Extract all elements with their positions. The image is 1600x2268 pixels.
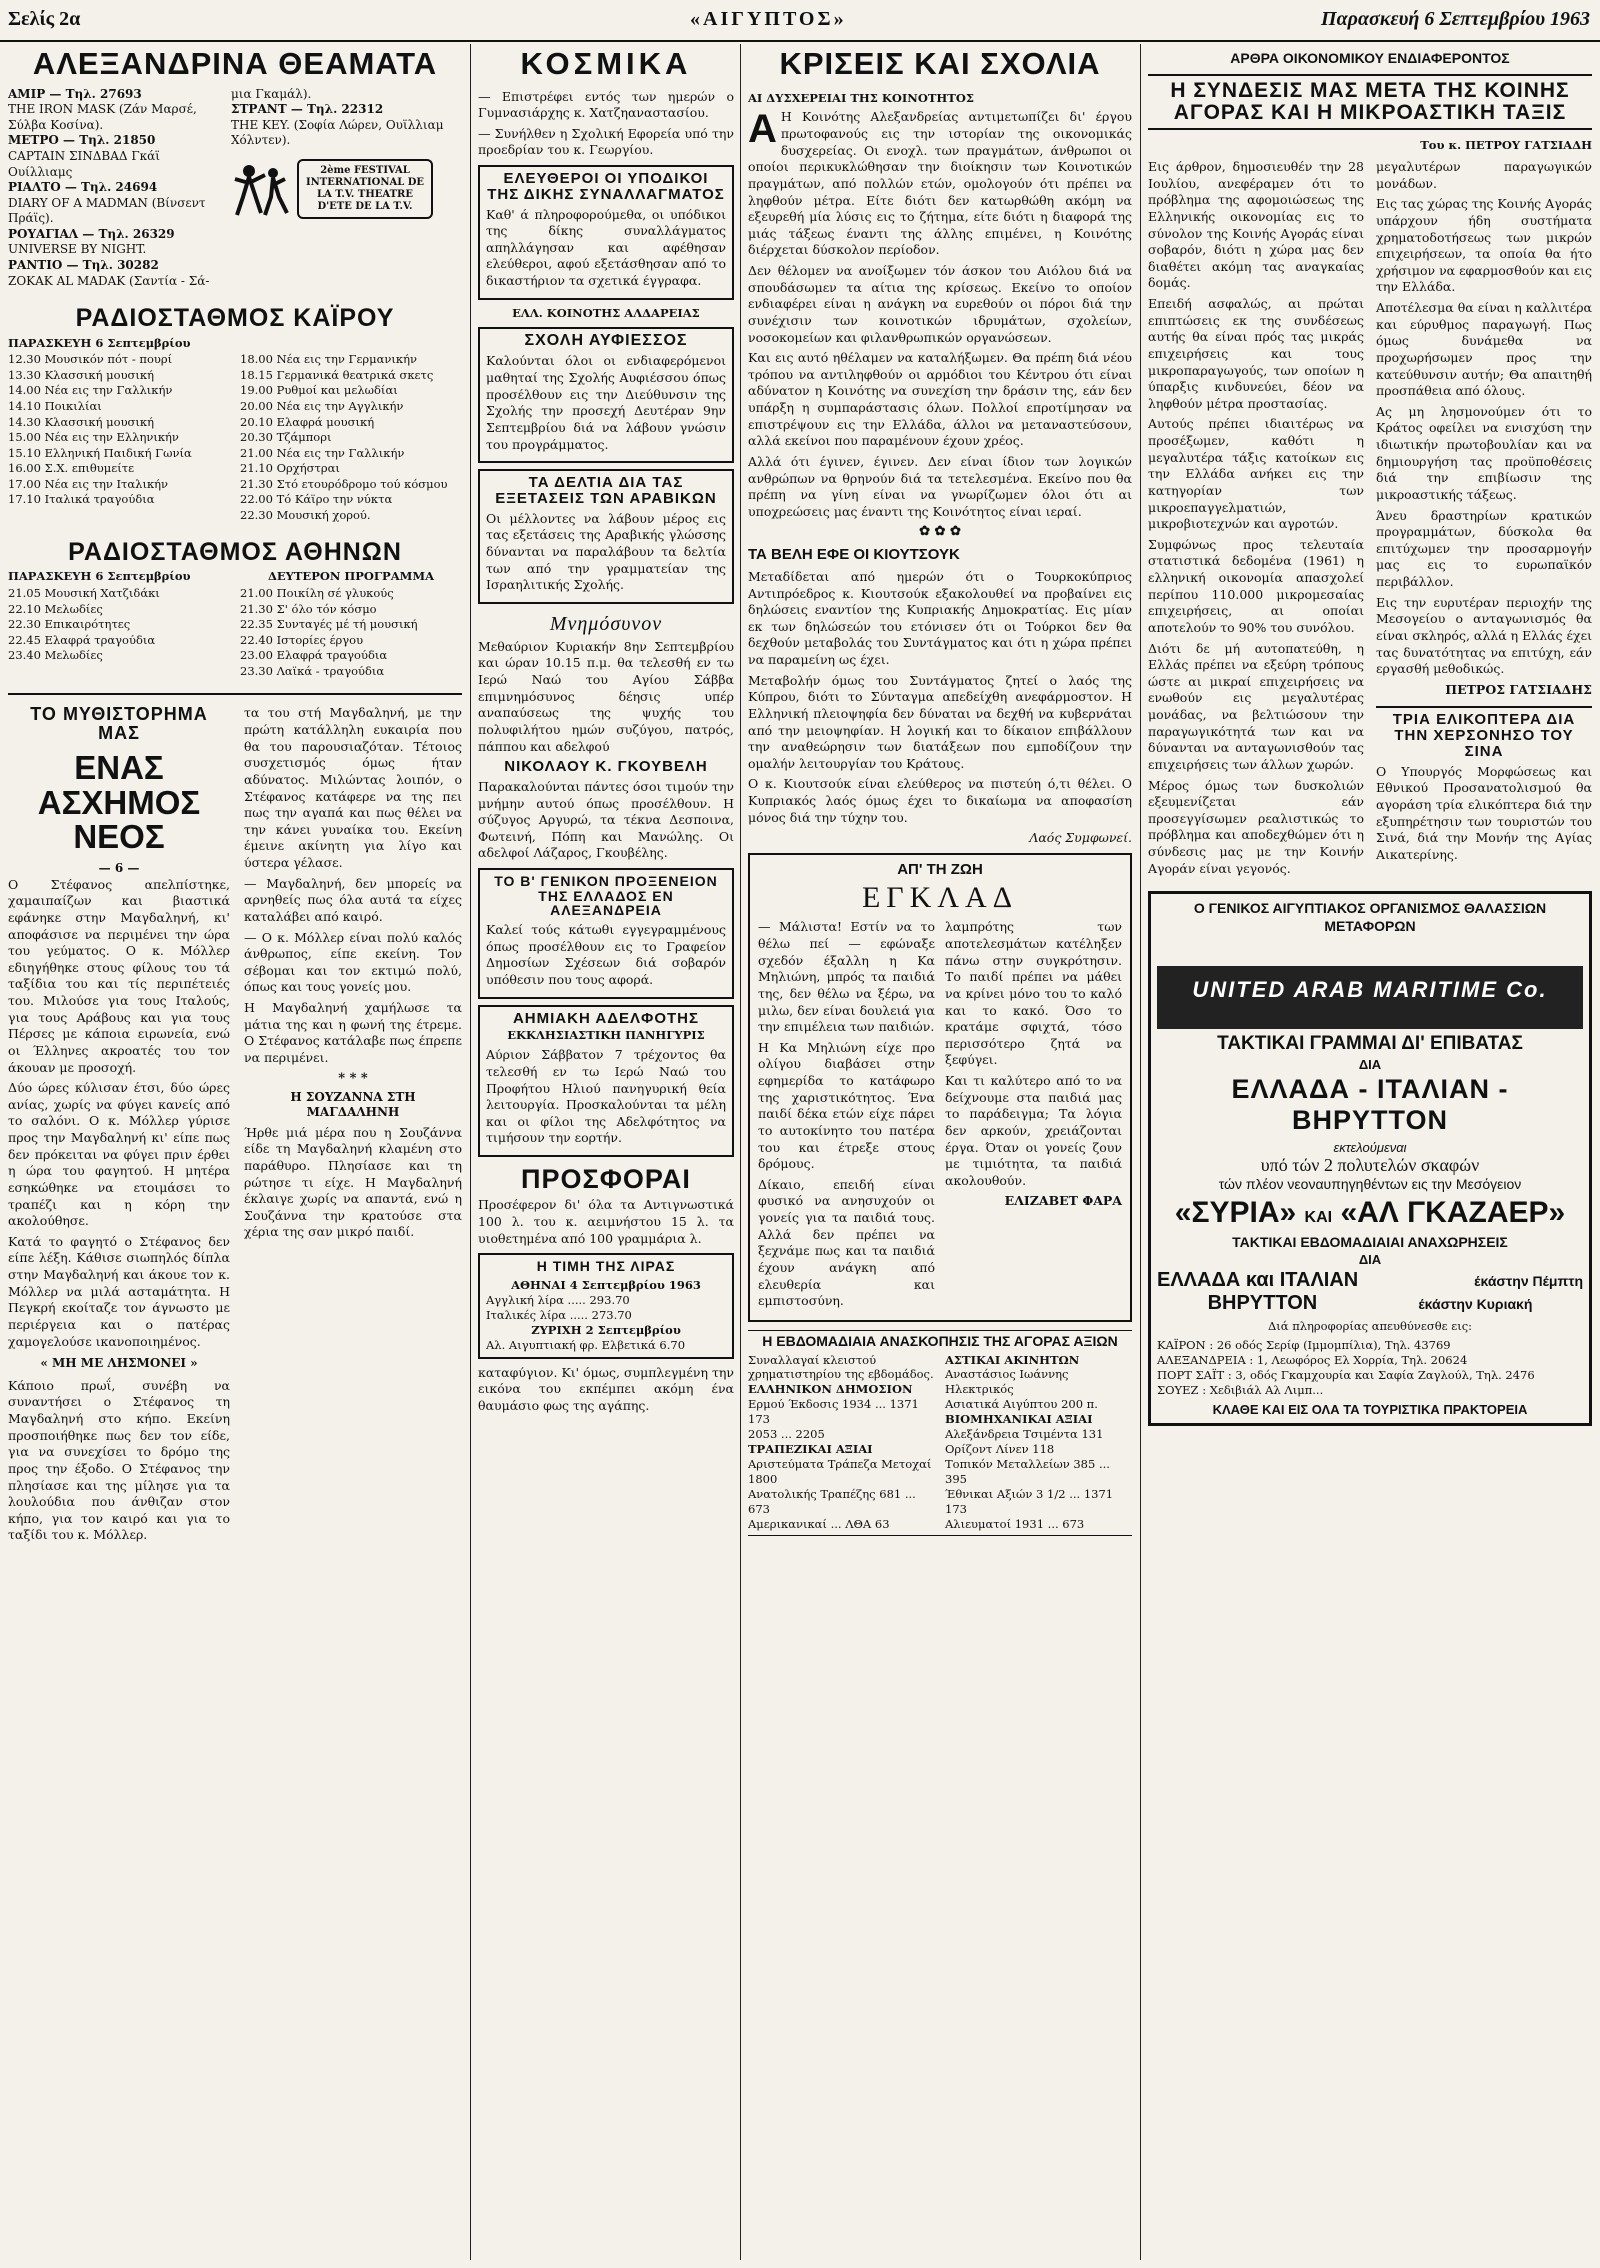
notice-box xyxy=(478,1005,734,1157)
schedule-item: 14.00 Νέα εις την Γαλλικήν xyxy=(8,383,173,398)
issue-date: Παρασκευή 6 Σεπτεμβρίου 1963 xyxy=(1321,8,1590,30)
market-review-heading: Η ΕΒΔΟΜΑΔΙΑΙΑ ΑΝΑΣΚΟΠΗΣΙΣ ΤΗΣ ΑΓΟΡΑΣ ΑΞΙΩΝ xyxy=(762,1332,1118,1349)
market-line: ΤΡΑΠΕΖΙΚΑΙ ΑΞΙΑΙ xyxy=(748,1442,873,1457)
society-heading: ΚΟΣΜΙΚΑ xyxy=(520,46,692,81)
radio-athens-heading: ΡΑΔΙΟΣΤΑΘΜΟΣ ΑΘΗΝΩΝ xyxy=(68,538,402,567)
life-paragraph: Και τι καλύτερο από το να δείχνουμε στα παιδιά μας το παράδειγμα; Τα λόγια δεν αρκούν, χρειάζονται έργα. Όταν οι γονείς ζουν με τιμιότητα, τα παιδιά ακολουθούν. xyxy=(945,1073,1122,1188)
economy-column xyxy=(1148,44,1592,2260)
pound-rate-row: Αγγλική λίρα ..... 293.70 xyxy=(486,1292,630,1307)
schedule-item: 22.10 Μελωδίες xyxy=(8,601,103,616)
schedule-item: 17.00 Νέα εις την Ιταλικήν xyxy=(8,476,169,491)
novel-subheading: Η ΣΟΥΖΑΝΝΑ ΣΤΗ ΜΑΓΔΑΛΗΝΗ xyxy=(290,1089,416,1120)
advert-line: εκτελούμεναι xyxy=(1333,1140,1407,1156)
notice-kicker: ΕΛΛ. ΚΟΙΝΟΤΗΣ ΑΛΔΑΡΕΙΑΣ xyxy=(512,305,700,320)
article-paragraph: Εις τας χώρας της Κοινής Αγοράς υπάρχουν ήδη συστήματα χρηματοδοτήσεως των μικρών επιχειρήσεων, τα οποία θα ήτο χρήσιμον να εφαρμοσθούν και εις την Ελλάδα. xyxy=(1376,196,1592,295)
commentary-heading: ΚΡΙΣΕΙΣ ΚΑΙ ΣΧΟΛΙΑ xyxy=(779,46,1101,81)
ship-name: «ΑΛ ΓΚΑΖΑΕΡ» xyxy=(1340,1196,1566,1230)
article-paragraph: Αποτέλεσμα θα είναι η καλλιτέρα και εύρυθμος παραγωγή. Πως όμως δυνάμεθα να προχωρήσωμεν προς την κατεύθυνσιν αυτήν; Θα απαιτηθή προσπάθεια από όλους. xyxy=(1376,300,1592,399)
cinema-entry: UNIVERSE BY NIGHT. xyxy=(8,242,147,257)
article-paragraph: μεγαλυτέρων παραγωγικών μονάδων. xyxy=(1376,159,1592,191)
advert-info: Διά πληροφορίας απευθύνεσθε εις: xyxy=(1267,1319,1473,1334)
market-line: Ανατολικής Τραπέζης 681 ... 673 xyxy=(748,1486,916,1516)
commentary-paragraph: Δεν θέλομεν να ανοίξωμεν τόν άσκον του Αιόλου διά να σπουδάσωμεν τα αίτια της κρίσεως. Εκείνο το οποίον ενδιαφέρει είναι η ανάγκη να ευρεθούν οι πόροι διά την συνέχισιν των κοινοτικών ιδρυμάτων, σχολείων, νοσοκομείων και φιλανθρωπικών οργανώσεων. xyxy=(748,263,1132,345)
section-stars: * * * xyxy=(338,1070,368,1086)
advert-ships xyxy=(1157,1196,1583,1230)
continued-text: καταφύγιον. Κι' όμως, συμπλεγμένη την εικόνα του εκπέμπει ακόμη ένα θαυμάσιο φως της αγάπης. xyxy=(478,1364,734,1413)
commentary-paragraph: Αλλά ότι έγινεν, έγινεν. Δεν είναι ίδιον των λογικών ανθρώπων να θρηνούν διά τα τετελεσμένα. Εκείνο που θα πρέπη να γίνη είναι να γνωρίζωμεν όλοι ότι αι υποχρεώσεις μας έναντι της Κοινότητος είναι ιεραί. xyxy=(748,453,1132,519)
notice-title: ΑΗΜΙΑΚΗ ΑΔΕΛΦΟΤΗΣ xyxy=(512,1009,700,1027)
cinema-entry: ΡΟΥΑΓΙΑΛ — Τηλ. 26329 xyxy=(8,226,175,241)
schedule-item: 22.00 Τό Κάϊρο την νύκτα xyxy=(240,492,393,507)
pound-rate-row: Ιταλικές λίρα ..... 273.70 xyxy=(486,1307,632,1322)
helicopters-heading: ΤΡΙΑ ΕΛΙΚΟΠΤΕΡΑ ΔΙΑ ΤΗΝ ΧΕΡΣΟΝΗΣΟ ΤΟΥ ΣΙΝΑ xyxy=(1376,706,1592,759)
market-line: Ορίζοντ Λίνεν 118 xyxy=(945,1442,1055,1457)
schedule-item: 17.10 Ιταλικά τραγούδια xyxy=(8,492,155,507)
shipping-advert xyxy=(1148,891,1592,1426)
ship-illustration xyxy=(1157,939,1583,1029)
cinema-entry: μια Γκαμάλ). xyxy=(231,86,312,101)
novel-paragraph: Ήρθε μιά μέρα που η Σουζάννα είδε τη Μαγδαληνή κλαμένη στο παράθυρο. Πλησίασε και τη ρώτησε τι είχε. Η Μαγδαληνή έκλαιγε χωρίς να απαντά, ενώ η Σουζάννα την κρατούσε στα χέρια της σαν μικρό παιδί. xyxy=(244,1124,462,1240)
advert-route: ΕΛΛΑΔΑ και ΙΤΑΛΙΑΝ xyxy=(1157,1269,1359,1292)
economy-article-right xyxy=(1376,159,1592,881)
advert-schedule-row xyxy=(1157,1292,1583,1315)
market-line: ΑΣΤΙΚΑΙ ΑΚΙΝΗΤΩΝ xyxy=(945,1352,1080,1367)
novel-kicker: ΤΟ ΜΥΘΙΣΤΟΡΗΜΑ ΜΑΣ xyxy=(30,704,208,744)
market-line: Αμερικανικαί ... ΛΘΑ 63 xyxy=(748,1516,890,1531)
article-signature: ΠΕΤΡΟΣ ΓΑΤΣΙΑΔΗΣ xyxy=(1445,681,1592,697)
market-line: Αλεξάνδρεια Τσιμέντα 131 xyxy=(945,1427,1104,1442)
schedule-item: 14.10 Ποικιλίαι xyxy=(8,399,102,413)
schedule-item: 23.40 Μελωδίες xyxy=(8,648,103,663)
notice-text: Αύριον Σάββατον 7 τρέχοντος θα τελεσθή εν τω Ιερώ Ναώ του Προφήτου Ηλιού πανηγυρική θεία λειτουργία. Προσκαλούνται τα μέλη και οι φίλοι της Αδελφότητος να τιμήσουν την εορτήν. xyxy=(486,1047,726,1146)
notice-title: ΕΛΕΥΘΕΡΟΙ ΟΙ ΥΠΟΔΙΚΟΙ ΤΗΣ ΔΙΚΗΣ ΣΥΝΑΛΛΑΓΜΑΤΟΣ xyxy=(487,170,725,203)
schedule-item: 20.10 Ελαφρά μουσική xyxy=(240,414,375,429)
notice-box xyxy=(478,165,734,300)
novel-paragraph: Δύο ώρες κύλισαν έτσι, δύο ώρες ανίας, χωρίς να φύγει κανείς από το σαλόνι. Ο κ. Μόλλερ γύρισε προς την Μαγδαληνή κι' είπε πως δεν πρόκειται να φύγει πριν έρθει η ώρα του φαγητού. Η μητέρα εσηκώθηκε να ετοιμάσει το τραπέζι και η κόρη την ακολούθησε. xyxy=(8,1080,230,1229)
memorial-text: Μεθαύριον Κυριακήν 8ην Σεπτεμβρίου και ώραν 10.15 π.μ. θα τελεσθή εν τω Ιερώ Ναώ του Αγίου Σάββα επιμνημόσυνος δέησις υπέρ αναπαύσεως της ψυχής του πολυφιλήτου ημών συζύγου, πατρός, πάππου και αδελφού xyxy=(478,638,734,754)
drop-cap: Α xyxy=(748,107,777,152)
schedule-item: 21.30 Σ' όλο τόν κόσμο xyxy=(240,601,377,616)
column-rule xyxy=(740,44,741,2260)
radio-cairo-heading: ΡΑΔΙΟΣΤΑΘΜΟΣ ΚΑΪΡΟΥ xyxy=(75,304,395,333)
advert-contact: ΑΛΕΞΑΝΔΡΕΙΑ : 1, Λεωφόρος Ελ Χορρία, Τηλ. 20624 xyxy=(1157,1353,1468,1368)
festival-badge: 2ème FESTIVAL INTERNATIONAL DE LA T.V. THEATRE D'ETE DE LA T.V. xyxy=(297,159,433,219)
novel-paragraph: — Μαγδαληνή, δεν μπορείς να αρνηθείς πως όλα αυτά τα είχες καταλάβει από καιρό. xyxy=(244,875,462,924)
advert-line: υπό τών 2 πολυτελών σκαφών xyxy=(1260,1155,1480,1176)
article-paragraph: Αυτούς πρέπει ιδιαιτέρως να προσέξωμεν, καθότι η μεγαλυτέρα τάξις κατοίκων εις την Ελλάδα ανήκει εις την κατηγορίαν των μικροεπαγγελματιών, μικροβιοτεχνών και αγροτών. xyxy=(1148,416,1364,532)
life-signature: ΕΛΙΖΑΒΕΤ ΦΑΡΑ xyxy=(1004,1193,1122,1209)
economy-article-left xyxy=(1148,159,1364,881)
society-item: — Επιστρέφει εντός των ημερών ο Γυμνασιάρχης κ. Χατζηαναστασίου. xyxy=(478,88,734,121)
article-paragraph: Ας μη λησμονούμεν ότι το Κράτος οφείλει να ενισχύση την ιδιωτικήν πρωτοβουλίαν και να δημιουργήση τας προϋποθέσεις διά την επιβίωσιν της μικροαστικής τάξεως. xyxy=(1376,403,1592,502)
article-paragraph: Συμφώνως προς τελευταία στατιστικά δεδομένα (1961) η ελληνική οικονομία απασχολεί περίπου 110.000 μικρομεσαίας επιχειρήσεις, αι οποίαι αποτελούν το 90% του συνόλου. xyxy=(1148,536,1364,635)
commentary-column xyxy=(748,44,1132,2260)
article-paragraph: Διότι δε μή αυτοπατεύθη, η Ελλάς πρέπει να εξεύρη τρόπους ώστε αι μικραί επιχειρήσεις να ενωθούν εις μεγαλυτέρας μονάδας, να βελτιώσουν την παραγωγικότητά των και να δύνανται να ανταγωνισθούν τας επιχειρήσεις των άλλων χωρών. xyxy=(1148,640,1364,772)
radio-athens-subheading: ΔΕΥΤΕΡΟΝ ΠΡΟΓΡΑΜΜΑ xyxy=(267,569,435,584)
life-title: ΕΓΚΛΑΔ xyxy=(861,880,1019,914)
memorial-name: ΝΙΚΟΛΑΟΥ Κ. ΓΚΟΥΒΕΛΗ xyxy=(504,758,708,776)
economy-byline: Του κ. ΠΕΤΡΟΥ ΓΑΤΣΙΑΔΗ xyxy=(1420,138,1592,153)
schedule-item: 23.30 Λαϊκά - τραγούδια xyxy=(240,663,385,678)
radio-cairo-day: ΠΑΡΑΣΚΕΥΗ 6 Σεπτεμβρίου xyxy=(8,335,191,350)
notice-title: ΤΑ ΔΕΛΤΙΑ ΔΙΑ ΤΑΣ ΕΞΕΤΑΣΕΙΣ ΤΩΝ ΑΡΑΒΙΚΩΝ xyxy=(495,474,717,507)
market-line: Έθνικαι Αξιών 3 1/2 ... 1371 173 xyxy=(945,1486,1114,1516)
article-paragraph: Άνευ δραστηρίων κρατικών προγραμμάτων, δύσκολα θα επιτύχωμεν την προσαρμογήν μας εις το ευρωπαϊκόν περιβάλλον. xyxy=(1376,507,1592,590)
economy-headline-box xyxy=(1148,74,1592,130)
schedule-item: 22.30 Επικαιρότητες xyxy=(8,617,131,632)
schedule-item: 14.30 Κλασσική μουσική xyxy=(8,414,154,429)
commentary-subheading: ΤΑ ΒΕΛΗ ΕΦΕ ΟΙ ΚΙΟΥΤΣΟΥΚ xyxy=(748,546,960,564)
advert-and: ΚΑΙ xyxy=(1304,1209,1333,1227)
life-paragraph: Η Κα Μηλιώνη είχε προ ολίγου διαβάσει στην εφημερίδα το κατάφωρο της χαριστικότητος. Ένα παιδί δέκα ετών είχε πάρει το αυτοκίνητο του πατέρα του και έτρεξε στους δρόμους. xyxy=(758,1039,935,1172)
radio-athens-day-row xyxy=(8,569,462,584)
memorial-heading: Μνημόσυνον xyxy=(549,612,663,635)
market-review-body xyxy=(748,1353,1132,1532)
novel-paragraph: — Ο κ. Μόλλερ είναι πολύ καλός άνθρωπος, είπε εκείνη. Τον σέβομαι και τον εκτιμώ πολύ, όπως και τους γονείς μου. xyxy=(244,929,462,995)
radio-cairo-schedule xyxy=(8,352,462,523)
advert-contact: ΣΟΥΕΖ : Χεδιβιάλ Αλ Λιμπ... xyxy=(1157,1383,1324,1398)
festival-ad xyxy=(231,159,459,219)
pound-rate-row: ΑΘΗΝΑΙ 4 Σεπτεμβρίου 1963 xyxy=(511,1277,701,1292)
advert-line: ΤΑΚΤΙΚΑΙ ΕΒΔΟΜΑΔΙΑΙΑΙ ΑΝΑΧΩΡΗΣΕΙΣ xyxy=(1232,1234,1508,1251)
cinema-entry: THE IRON MASK (Ζάν Μαρσέ, Σύλβα Κοσίνα). xyxy=(8,102,197,132)
cinema-list-right xyxy=(231,87,459,290)
cinema-entry: ΜΕΤΡΟ — Τηλ. 21850 xyxy=(8,133,156,148)
cinema-entry: ΣΤΡΑΝΤ — Τηλ. 22312 xyxy=(231,102,384,117)
page-number: Σελίς 2α xyxy=(8,8,81,30)
economy-headline: Η ΣΥΝΔΕΣΙΣ ΜΑΣ ΜΕΤΑ ΤΗΣ ΚΟΙΝΗΣ ΑΓΟΡΑΣ ΚΑΙ Η ΜΙΚΡΟΑΣΤΙΚΗ ΤΑΞΙΣ xyxy=(1170,79,1570,125)
schedule-item: 18.15 Γερμανικά θεατρικά σκετς xyxy=(240,367,434,382)
commentary-paragraph: Ο κ. Κιουτσούκ είναι ελεύθερος να πιστεύη ό,τι θέλει. Ο Κυπριακός λαός όμως έχει το δικαίωμα να αποφασίση μόνος διά την τύχην του. xyxy=(748,776,1132,825)
market-line: 2053 ... 2205 xyxy=(748,1427,825,1442)
novel-paragraph: Η Μαγδαληνή χαμήλωσε τα μάτια της και η φωνή της έτρεμε. Ο Στέφανος κατάλαβε πως έπρεπε να περιμένει. xyxy=(244,1000,462,1065)
advert-route: ΒΗΡΥΤΤΟΝ xyxy=(1207,1292,1318,1315)
advert-banner: UNITED ARAB MARITIME Co. xyxy=(1192,977,1548,1003)
schedule-item: 21.00 Ποικίλη σέ γλυκούς xyxy=(240,586,394,601)
helicopters-text: Ο Υπουργός Μορφώσεως και Εθνικού Προσανατολισμού θα αγοράση τρία ελικόπτερα διά την εξυπηρέτησιν των τουριστών του Σινά, διά την Μονήν της Αγίας Αικατερίνης. xyxy=(1376,763,1592,862)
novel-section xyxy=(8,705,462,1548)
novel-paragraph: Ο Στέφανος απελπίστηκε, χαμαιπαίζων και βιαστικά εφάνηκε στην Μαγδαληνή, κι' αποφάσισε να περιμένει την ώρα του γεύματος. Ο κ. Μόλλερ εδιηγήθηκε στους φίλους του τά ταξίδια του και τίς περιπέτειές του. Μιλούσε για τους Ιταλούς, για τους Αράβους και για τους Πέρσες με κάποια ειρωνεία, ενώ οι Έλληνες ακροατές του τον άκουαν με προσοχή. xyxy=(8,876,230,1075)
advert-footer: ΚΛΑΘΕ ΚΑΙ ΕΙΣ ΟΛΑ ΤΑ ΤΟΥΡΙΣΤΙΚΑ ΠΡΑΚΤΟΡΕΙΑ xyxy=(1212,1401,1528,1417)
cinema-listings xyxy=(8,87,462,290)
market-line: Τοπικόν Μεταλλείων 385 ... 395 xyxy=(945,1457,1110,1487)
schedule-item: 21.00 Νέα εις την Γαλλικήν xyxy=(240,445,405,460)
pound-rate-table xyxy=(486,1278,726,1353)
section-divider xyxy=(8,693,462,695)
radio-schedule-left xyxy=(8,352,230,523)
market-line: ΒΙΟΜΗΧΑΝΙΚΑΙ ΑΞΙΑΙ xyxy=(945,1412,1093,1427)
schedule-item: 18.00 Νέα εις την Γερμανικήν xyxy=(240,352,417,367)
advert-dia: ΔΙΑ xyxy=(1358,1057,1382,1073)
market-line: Αριστεύματα Τράπεζα Μετοχαί 1800 xyxy=(748,1457,932,1487)
novel-column-2 xyxy=(244,705,462,1548)
novel-part-number: — 6 — xyxy=(98,861,140,876)
advert-route: ΕΛΛΑΔΑ - ΙΤΑΛΙΑΝ - ΒΗΡΥΤΤΟΝ xyxy=(1231,1074,1509,1136)
masthead xyxy=(0,0,1600,42)
schedule-item: 12.30 Μουσικόν πότ - πουρί xyxy=(8,352,173,367)
cinema-entry: CAPTAIN ΣΙΝΔΒΑΔ Γκάϊ Ουίλλιαμς xyxy=(8,148,160,179)
cinema-entry: ΡΑΝΤΙΟ — Τηλ. 30282 xyxy=(8,258,159,273)
ship-name: «ΣΥΡΙΑ» xyxy=(1174,1196,1297,1230)
market-line: Συναλλαγαί κλειστού χρηματιστηρίου της εβδομάδος. xyxy=(748,1352,934,1382)
advert-contact: ΚΑΪΡΟΝ : 26 οδός Σερίφ (Ιμμομπίλια), Τηλ. 43769 xyxy=(1157,1338,1451,1353)
commentary-subheading: ΑΙ ΔΥΣΧΕΡΕΙΑΙ ΤΗΣ ΚΟΙΝΟΤΗΤΟΣ xyxy=(748,90,974,105)
commentary-signature: Λαός Συμφωνεί. xyxy=(1029,830,1132,846)
notice-title: ΤΟ Β' ΓΕΝΙΚΟΝ ΠΡΟΞΕΝΕΙΟΝ ΤΗΣ ΕΛΛΑΔΟΣ ΕΝ ΑΛΕΞΑΝΔΡΕΙΑ xyxy=(494,873,718,919)
advert-organization: Ο ΓΕΝΙΚΟΣ ΑΙΓΥΠΤΙΑΚΟΣ ΟΡΓΑΝΙΣΜΟΣ ΘΑΛΑΣΣΙΩΝ ΜΕΤΑΦΟΡΩΝ xyxy=(1193,900,1547,934)
schedule-item: 13.30 Κλασσική μουσική xyxy=(8,367,154,382)
novel-subheading: « ΜΗ ΜΕ ΛΗΣΜΟΝΕΙ » xyxy=(40,1356,198,1371)
novel-paragraph: τα του στή Μαγδαληνή, με την πρώτη κατάλληλη ευκαιρία που θα του παρουσιαζόταν. Τέτοιος συσχετισμός όμως ήταν αδύνατος. Μιλώντας λοιπόν, ο Στέφανος κατάφερε να της πει πως την αγαπά και πως θέλει να την κάνει γυναίκα του. Εκείνη έμεινε ακίνητη για λίγο και ύστερα γέλασε. xyxy=(244,705,462,871)
schedule-item: 22.40 Ιστορίες έργου xyxy=(240,632,364,647)
novel-paragraph: Κατά το φαγητό ο Στέφανος δεν είπε λέξη. Κάθισε σιωπηλός δίπλα στην Μαγδαληνή και άκουε τον κ. Μόλλερ να μιλά ασταμάτητα. Η Πεγκρή εκοίταζε τον άγνωστο με περιέργεια και ο πατέρας χαμογελούσε ικανοποιημένος. xyxy=(8,1233,230,1349)
advert-line: ΤΑΚΤΙΚΑΙ ΓΡΑΜΜΑΙ ΔΙ' ΕΠΙΒΑΤΑΣ xyxy=(1217,1033,1523,1055)
offers-heading: ΠΡΟΣΦΟΡΑΙ xyxy=(521,1164,691,1195)
life-paragraph: Δίκαιο, επειδή είναι φυσικό να ανησυχούν οι γονείς για τα παιδιά τους. Αλλά δεν πρέπει να ξεχνάμε πως και τα παιδιά έχουν ανάγκη από ελευθερία και εμπιστοσύνη. xyxy=(758,1176,935,1309)
market-line: Αλιευματοί 1931 ... 673 xyxy=(945,1516,1085,1531)
advert-schedule-row xyxy=(1157,1269,1583,1292)
notice-text: Οι μέλλοντες να λάβουν μέρος εις τας εξετάσεις της Αραβικής γλώσσης δύνανται να παραλάβουν τα δελτία των από την γραμματείαν της Ισραηλιτικής Σχολής. xyxy=(486,510,726,593)
advert-contacts xyxy=(1157,1338,1583,1398)
schedule-item: 20.00 Νέα εις την Αγγλικήν xyxy=(240,399,404,413)
article-paragraph: Εις άρθρον, δημοσιευθέν την 28 Ιουλίου, ανεφέραμεν ότι το πρόβλημα της αφομοιώσεως της Ελληνικής οικονομίας εις το σύνολον της Κοινής Αγοράς είναι σοβαρόν, διότι η χώρα μας δεν διαθέτει ακόμη τας αναγκαίας δομάς. xyxy=(1148,159,1364,291)
market-line: Ασιατικά Αιγύπτου 200 π. xyxy=(945,1397,1098,1412)
society-item: — Συνήλθεν η Σχολική Εφορεία υπό την προεδρίαν του κ. Γεωργίου. xyxy=(478,125,734,158)
notice-title: ΣΧΟΛΗ ΑΥΦΙΕΣΣΟΣ xyxy=(524,331,688,349)
radio-schedule-right xyxy=(240,586,462,679)
entertainment-heading: ΑΛΕΞΑΝΔΡΙΝΑ ΘΕΑΜΑΤΑ xyxy=(32,46,438,81)
notice-text: Καλούνται όλοι οι ενδιαφερόμενοι μαθηταί της Σχολής Αυφιέσσου όπως προσέλθουν εις την Διεύθυνσιν της Σχολής την προσεχή Δευτέραν 9ην Σεπτεμβρίου διά να λάβουν γνώσιν του προγράμματος. xyxy=(486,353,726,452)
cinema-list-left xyxy=(8,87,223,290)
schedule-item: 21.10 Ορχήστραι xyxy=(240,461,340,476)
schedule-item: 22.45 Ελαφρά τραγούδια xyxy=(8,632,156,647)
advert-line: τών πλέον νεοναυπηγηθέντων εις την Μεσόγειον xyxy=(1218,1176,1522,1193)
notice-text: Καλεί τούς κάτωθι εγγεγραμμένους όπως προσέλθουν εις το Γραφείον Δημοσίων Σχέσεων διά σοβαρόν υπόθεσιν που τους αφορά. xyxy=(486,922,726,987)
schedule-item: 21.05 Μουσική Χατζιδάκι xyxy=(8,586,160,601)
commentary-paragraph: Και εις αυτό ηθέλαμεν να καταλήξωμεν. Θα πρέπη διά νέου τρόπου να αντιληφθούν οι αρμόδιοι του Κέντρου ότι είναι αδύνατον η Κοινότης να συνεχίση την δράσιν της, εάν δεν υπάρξη η συμπαράστασις όλων. Πολλοί επροτίμησαν να επιστρέψουν εις την Ελλάδα, άλλοι να μεταναστεύσουν, αλλά εκείνοι που παραμένουν έχουν χρέος. xyxy=(748,350,1132,449)
pound-rate-box xyxy=(478,1253,734,1358)
life-body-left xyxy=(758,919,935,1313)
commentary-paragraph: Μεταβολήν όμως του Συντάγματος ζητεί ο λαός της Κύπρου, διότι το Σύνταγμα απεδείχθη ανεφάρμοστον. Η Ελληνική πλειοψηφία δεν δύναται να δεχθή να κυβερνάται από την μειοψηφίαν. Η λογική και το δίκαιον επιβάλλουν την αναθεώρησιν των διατάξεων που εμποδίζουν την ομαλήν λειτουργίαν του Κράτους. xyxy=(748,672,1132,771)
schedule-item: 21.30 Στό ετουρόδρομο τού κόσμου xyxy=(240,476,448,491)
commentary-paragraph: Μεταδίδεται από ημερών ότι ο Τουρκοκύπριος Αντιπρόεδρος κ. Κιουτσούκ εξακολουθεί να προβαίνει εις δηλώσεις εναντίον της Κυπριακής Δημοκρατίας. Εις μίαν εκ των δηλώσεών του ετόνισεν ότι οι Τούρκοι δεν θα δεχθούν μεταβολάς του Συντάγματος και ότι η χώρα πρέπει να παραμείνη ως έχει. xyxy=(748,568,1132,668)
commentary-paragraph-text: Η Κοινότης Αλεξανδρείας αντιμετωπίζει δι' έργου πρωτοφανούς εις την ιστορίαν της οικονομικάς δυσχερείας. Οι ενοχλ. των πραγμάτων, άνθρωποι οι οποίοι περικυκλώθησαν την διοίκησιν των Κοινοτικών πραγμάτων, από πολλών ετών, ομολογούν ότι πρέπει να ληφθούν μέτρα. Είτε διότι δεν κατωρθώθη ακόμη να εξευρεθή μία λύσις εις το ζήτημα, είτε διότι η διαφορά της μιάς τάξεως έναντι της άλλης επιμένει, η Κοινότης διέρχεται δύσκολον περίοδον. xyxy=(748,109,1132,258)
novel-title: ΕΝΑΣ ΑΣΧΗΜΟΣ ΝΕΟΣ xyxy=(37,749,201,856)
notice-box xyxy=(478,868,734,999)
market-list-right xyxy=(945,1353,1132,1532)
radio-schedule-right xyxy=(240,352,462,523)
dancers-illustration xyxy=(231,161,291,217)
economy-article-body xyxy=(1148,159,1592,881)
advert-day: έκάστην Κυριακή xyxy=(1418,1296,1533,1313)
life-box xyxy=(748,853,1132,1322)
section-stars: ✿ ✿ ✿ xyxy=(919,524,961,540)
life-paragraph: λαμπρότης των αποτελεσμάτων κατέληξεν πάνω στην συγκρότησιν. Το παιδί πρέπει να μάθει να κρίνει μόνο του το καλό και το κακό. Όσο το κρατάμε σφιχτά, τόσο περισσότερο ζητά να ξεφύγει. xyxy=(945,919,1122,1068)
radio-schedule-left xyxy=(8,586,230,679)
article-paragraph: Επειδή ασφαλώς, αι πρώται επιπτώσεις εκ της συνδέσεως αυτής θα είναι πρός τας μικράς επιχειρήσεις και τους μικροπαραγωγούς, των οποίων η ύπαρξις κινδυνεύει, δέον να ληφθούν μέτρα προστασίας. xyxy=(1148,296,1364,411)
notice-subtitle: ΕΚΚΛΗΣΙΑΣΤΙΚΗ ΠΑΝΗΓΥΡΙΣ xyxy=(507,1028,705,1043)
radio-athens-day: ΠΑΡΑΣΚΕΥΗ 6 Σεπτεμβρίου xyxy=(8,569,191,584)
schedule-item: 20.30 Τζάμπορι xyxy=(240,430,332,445)
advert-dia: ΔΙΑ xyxy=(1358,1252,1382,1268)
paper-title: «ΑΙΓΥΠΤΟΣ» xyxy=(690,8,847,30)
market-list-left xyxy=(748,1353,935,1532)
market-review xyxy=(748,1330,1132,1536)
life-paragraph: — Μάλιστα! Εστίν να το θέλω πεί — εφώναξε σχεδόν έξαλλη η Κα Μηλιώνη, μπρός τα παιδιά της, δεν θέλω να ξέρω, να μιλω, δεν είναι δουλειά για την επιμέλεια των παιδιών. xyxy=(758,919,935,1035)
pound-rate-heading: Η ΤΙΜΗ ΤΗΣ ΛΙΡΑΣ xyxy=(536,1258,676,1275)
advert-day: έκάστην Πέμπτη xyxy=(1474,1273,1583,1290)
market-line: Αναστάσιος Ιωάννης Ηλεκτρικός xyxy=(945,1367,1069,1397)
column-rule xyxy=(470,44,471,2260)
radio-athens-schedule xyxy=(8,586,462,679)
schedule-item: 16.00 Σ.Χ. επιθυμείτε xyxy=(8,461,135,476)
cinema-entry: ΡΙΑΛΤΟ — Τηλ. 24694 xyxy=(8,180,158,195)
economy-kicker: ΑΡΘΡΑ ΟΙΚΟΝΟΜΙΚΟΥ ΕΝΔΙΑΦΕΡΟΝΤΟΣ xyxy=(1230,50,1510,66)
market-line: Ερμού Έκδοσις 1934 ... 1371 173 xyxy=(748,1397,919,1427)
life-body xyxy=(758,919,1122,1313)
market-line: ΕΛΛΗΝΙΚΟΝ ΔΗΜΟΣΙΟΝ xyxy=(748,1382,913,1397)
advert-contact: ΠΟΡΤ ΣΑΪΤ : 3, οδός Γκαμχουρία και Σαφία Ζαγλούλ, Τηλ. 2476 xyxy=(1157,1368,1535,1383)
life-body-right xyxy=(945,919,1122,1313)
article-paragraph: Μέρος όμως των δυσκολιών εξευμενίζεται εάν προσεγγίσωμεν ρεαλιστικώς το πρόβλημα και αποδεχθώμεν ότι η σύνδεσις μας με την Κοινήν Αγοράν είναι γεγονός. xyxy=(1148,777,1364,876)
article-paragraph: Εις την ευρυτέραν περιοχήν της Μεσογείου ο ανταγωνισμός θα είναι σκληρός, αλλά η Ελλάς έχει τας δυνατότητας να επιτύχη, εάν εργασθή μεθοδικώς. xyxy=(1376,594,1592,677)
entertainment-column xyxy=(8,44,462,2260)
notice-box xyxy=(478,327,734,464)
cinema-entry: THE KEY. (Σοφία Λώρεν, Ουϊλλιαμ Χόλντεν). xyxy=(231,117,444,148)
column-rule xyxy=(1140,44,1141,2260)
schedule-item: 22.35 Συνταγές μέ τή μουσική xyxy=(240,617,418,632)
society-column xyxy=(478,44,734,2260)
novel-paragraph: Κάποιο πρωΐ, συνέβη να συναντήσει ο Στέφανος τη Μαγδαληνή στο κήπο. Εκείνη προσποιήθηκε πως δεν τον είδε, για να συνεχίσει το δρόμο της προς την έξοδο. Ο Στέφανος την πλησίασε και της μίλησε για τα λουλούδια που άνθιζαν στον κήπο, για τον καιρό και για το ταξίδι του κ. Μόλλερ. xyxy=(8,1377,230,1543)
pound-rate-row: ΖΥΡΙΧΗ 2 Σεπτεμβρίου xyxy=(531,1322,681,1337)
cinema-entry: DIARY OF A MADMAN (Βίνσεντ Πράϊς). xyxy=(8,195,206,226)
commentary-paragraph xyxy=(748,109,1132,259)
pound-rate-row: Αλ. Αιγυπτιακή φρ. Ελβετικά 6.70 xyxy=(486,1337,686,1352)
life-kicker: ΑΠ' ΤΗ ΖΩΗ xyxy=(897,860,983,878)
schedule-item: 15.00 Νέα εις την Ελληνικήν xyxy=(8,430,179,445)
schedule-item: 15.10 Ελληνική Παιδική Γωνία xyxy=(8,445,192,460)
offers-text: Προσέφερον δι' όλα τα Αντιγνωστικά 100 λ. του κ. αειμνήστου 15 λ. τα υιοθετημένα από 100 γραμμάρια λ. xyxy=(478,1197,734,1246)
cinema-entry: ΑΜΙΡ — Τηλ. 27693 xyxy=(8,86,142,101)
schedule-item: 23.00 Ελαφρά τραγούδια xyxy=(240,648,388,663)
notice-box xyxy=(478,469,734,604)
schedule-item: 19.00 Ρυθμοί και μελωδίαι xyxy=(240,383,398,398)
schedule-item: 22.30 Μουσική χορού. xyxy=(240,507,371,522)
cinema-entry: ΖΟΚΑΚ ΑL MADAK (Σαντία - Σά- xyxy=(8,273,210,288)
novel-column-1 xyxy=(8,705,230,1548)
notice-text: Καθ' ά πληροφορούμεθα, οι υπόδικοι της δίκης συναλλάγματος απηλλάγησαν και αφέθησαν ελεύθεροι, αφού εξετάσθησαν από το δικαστήριον τα σχετικά έγγραφα. xyxy=(486,206,726,289)
memorial-text: Παρακαλούνται πάντες όσοι τιμούν την μνήμην αυτού όπως προσέλθουν. Η σύζυγος Αργυρώ, τα τέκνα Δεσποινα, Φωτεινή, Πόπη και Μανώλης. Οι αδελφοί Λάζαρος, Γκουβέλης. xyxy=(478,778,734,861)
